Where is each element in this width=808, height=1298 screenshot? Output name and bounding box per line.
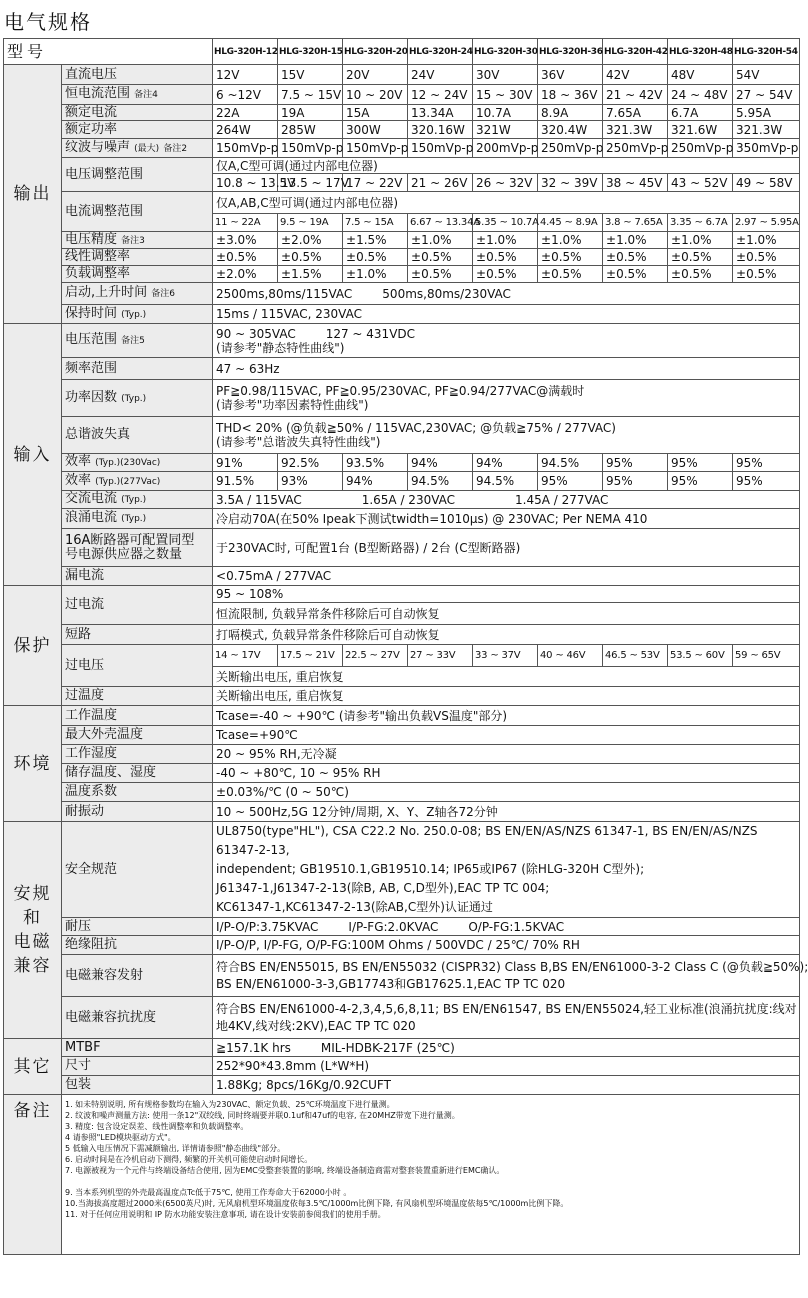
- spec-row: [4, 529, 800, 567]
- model-name: HLG-320H-30: [473, 39, 538, 65]
- spec-value: 12V: [213, 65, 278, 85]
- spec-value: 7.5 ~ 15V: [278, 85, 343, 105]
- spec-value: 8.9A: [538, 105, 603, 121]
- spec-value: 6.7A: [668, 105, 733, 121]
- spec-value: 321W: [473, 121, 538, 139]
- spec-value: ±0.5%: [733, 249, 800, 266]
- spec-value: 150mVp-p: [408, 139, 473, 158]
- spec-value: 93%: [278, 472, 343, 491]
- model-name: HLG-320H-48: [668, 39, 733, 65]
- spec-label: 过电压: [62, 645, 213, 687]
- spec-value: ±0.5%: [473, 266, 538, 283]
- spec-value: 24 ~ 48V: [668, 85, 733, 105]
- spec-label: 功率因数 (Typ.): [62, 380, 213, 417]
- spec-row: [4, 687, 800, 706]
- spec-value: 43 ~ 52V: [668, 174, 733, 192]
- spec-row: [4, 158, 800, 174]
- spec-label: 效率 (Typ.)(277Vac): [62, 472, 213, 491]
- spec-value: 6 ~12V: [213, 85, 278, 105]
- spec-value: 32 ~ 39V: [538, 174, 603, 192]
- spec-value: 20V: [343, 65, 408, 85]
- spec-label: 温度系数: [62, 783, 213, 802]
- spec-row: [4, 491, 800, 509]
- spec-value: 5.95A: [733, 105, 800, 121]
- spec-value: ±2.0%: [278, 232, 343, 249]
- spec-value: I/P-O/P:3.75KVAC I/P-FG:2.0KVAC O/P-FG:1.5KVAC: [213, 918, 800, 936]
- spec-value: 250mVp-p: [603, 139, 668, 158]
- spec-row: [4, 918, 800, 936]
- spec-label: 过电流: [62, 586, 213, 625]
- spec-value: 15A: [343, 105, 408, 121]
- spec-row: [4, 745, 800, 764]
- spec-label: 电磁兼容发射: [62, 955, 213, 997]
- spec-value: 321.6W: [668, 121, 733, 139]
- spec-label: 保持时间 (Typ.): [62, 305, 213, 324]
- spec-value: 24V: [408, 65, 473, 85]
- spec-value: 4.45 ~ 8.9A: [538, 214, 603, 232]
- section-label: 环境: [4, 706, 62, 822]
- page-title: 电气规格: [4, 10, 92, 34]
- spec-value: ±0.5%: [213, 249, 278, 266]
- spec-row: [4, 586, 800, 603]
- spec-value: ±2.0%: [213, 266, 278, 283]
- spec-value: ±1.5%: [343, 232, 408, 249]
- spec-value: 285W: [278, 121, 343, 139]
- spec-value: 15 ~ 30V: [473, 85, 538, 105]
- spec-value: 7.5 ~ 15A: [343, 214, 408, 232]
- spec-value: 22A: [213, 105, 278, 121]
- spec-table: [3, 38, 808, 1255]
- spec-row: [4, 1076, 800, 1095]
- spec-value: 22.5 ~ 27V: [343, 645, 408, 667]
- spec-label: 工作湿度: [62, 745, 213, 764]
- note-line: 1. 如未特别说明, 所有规格参数均在输入为230VAC、额定负载、25℃环境温度下进行量测。: [65, 1100, 395, 1109]
- model-name: HLG-320H-15: [278, 39, 343, 65]
- spec-value: 1.88Kg; 8pcs/16Kg/0.92CUFT: [213, 1076, 800, 1095]
- spec-label: 电磁兼容抗扰度: [62, 997, 213, 1039]
- spec-value: 打嗝模式, 负载异常条件移除后可自动恢复: [213, 625, 800, 645]
- note-line: 9. 当本系列机型的外壳最高温度点Tc低于75℃, 使用工作寿命大于62000小时 。: [65, 1188, 352, 1197]
- spec-value: 95%: [733, 454, 800, 472]
- spec-value: 仅A,AB,C型可调(通过内部电位器): [213, 192, 800, 214]
- section-label: 其它: [4, 1039, 62, 1095]
- spec-value: 321.3W: [603, 121, 668, 139]
- spec-row: [4, 283, 800, 305]
- spec-row: [4, 305, 800, 324]
- note-line: 11. 对于任何应用说明和 IP 防水功能安装注意事项, 请在设计安装前参阅我们的使用手册。: [65, 1210, 386, 1219]
- spec-value: 冷启动70A(在50% Ipeak下测试twidth=1010µs) @ 230VAC; Per NEMA 410: [213, 509, 800, 529]
- spec-value: 11 ~ 22A: [213, 214, 278, 232]
- spec-row: [4, 121, 800, 139]
- spec-label: 最大外壳温度: [62, 726, 213, 745]
- model-name: HLG-320H-54: [733, 39, 800, 65]
- spec-row: [4, 1057, 800, 1076]
- spec-value: 54V: [733, 65, 800, 85]
- spec-value: 93.5%: [343, 454, 408, 472]
- spec-value: UL8750(type"HL"), CSA C22.2 No. 250.0-08; BS EN/EN/AS/NZS 61347-1, BS EN/EN/AS/NZS 61347-2-13, independent; GB19510.1,GB19510.14; IP65或IP67 (除HLG-320H C型外); J61347-1,J61347-2-13(除B, AB, C,D型外),EAC TP TC 004; KC61347-1,KC61347-2-13(除AB,C型外)认证通过: [213, 822, 800, 918]
- spec-value: 94%: [473, 454, 538, 472]
- spec-value: 27 ~ 54V: [733, 85, 800, 105]
- spec-value: 10 ~ 20V: [343, 85, 408, 105]
- spec-value: 17 ~ 22V: [343, 174, 408, 192]
- model-name: HLG-320H-24: [408, 39, 473, 65]
- spec-value: 27 ~ 33V: [408, 645, 473, 667]
- spec-value: 9.5 ~ 19A: [278, 214, 343, 232]
- spec-value: 21 ~ 42V: [603, 85, 668, 105]
- spec-value: 48V: [668, 65, 733, 85]
- spec-value: ±0.5%: [343, 249, 408, 266]
- note-line: 2. 纹波和噪声测量方法: 使用一条12"双绞线, 同时终端要并联0.1uf和47uf的电容, 在20MHZ带宽下进行量测。: [65, 1111, 460, 1120]
- model-name: HLG-320H-42: [603, 39, 668, 65]
- spec-value: 21 ~ 26V: [408, 174, 473, 192]
- spec-label: 恒电流范围 备注4: [62, 85, 213, 105]
- spec-value: THD< 20% (@负载≧50% / 115VAC,230VAC; @负载≧75% / 277VAC) (请参考"总谐波失真特性曲线"): [213, 417, 800, 454]
- spec-row: [4, 85, 800, 105]
- note-line: 7. 电源被视为一个元件与终端设备结合使用, 因为EMC受整套装置的影响, 终端设备制造商需对整套装置重新进行EMC确认。: [65, 1166, 505, 1175]
- spec-row: [4, 324, 800, 358]
- spec-row: [4, 822, 800, 918]
- spec-label: 16A断路器可配置同型 号电源供应器之数量: [62, 529, 213, 567]
- spec-value: 5.35 ~ 10.7A: [473, 214, 538, 232]
- spec-value: 20 ~ 95% RH,无冷凝: [213, 745, 800, 764]
- model-name: HLG-320H-12: [213, 39, 278, 65]
- spec-value: 15ms / 115VAC, 230VAC: [213, 305, 800, 324]
- model-name: HLG-320H-36: [538, 39, 603, 65]
- spec-value: 150mVp-p: [278, 139, 343, 158]
- spec-value: 19A: [278, 105, 343, 121]
- spec-value: 3.5A / 115VAC 1.65A / 230VAC 1.45A / 277VAC: [213, 491, 800, 509]
- spec-value: 95%: [538, 472, 603, 491]
- spec-row: [4, 783, 800, 802]
- spec-value: 47 ~ 63Hz: [213, 358, 800, 380]
- spec-value: 36V: [538, 65, 603, 85]
- spec-value: PF≧0.98/115VAC, PF≧0.95/230VAC, PF≧0.94/277VAC@满载时 (请参考"功率因素特性曲线"): [213, 380, 800, 417]
- spec-value: 6.67 ~ 13.34A: [408, 214, 473, 232]
- spec-value: ±0.5%: [733, 266, 800, 283]
- spec-value: 90 ~ 305VAC 127 ~ 431VDC (请参考"静态特性曲线"): [213, 324, 800, 358]
- spec-value: 12 ~ 24V: [408, 85, 473, 105]
- spec-label: 短路: [62, 625, 213, 645]
- spec-value: 53.5 ~ 60V: [668, 645, 733, 667]
- spec-row: [4, 232, 800, 249]
- spec-value: 7.65A: [603, 105, 668, 121]
- spec-row: [4, 192, 800, 214]
- spec-label: 线性调整率: [62, 249, 213, 266]
- note-line: 5 低输入电压情况下需减额输出, 详情请参照"静态曲线"部分。: [65, 1144, 286, 1153]
- spec-value: 250mVp-p: [668, 139, 733, 158]
- spec-value: 94%: [408, 454, 473, 472]
- spec-value: 40 ~ 46V: [538, 645, 603, 667]
- spec-label: 储存温度、湿度: [62, 764, 213, 783]
- spec-value: 13.5 ~ 17V: [278, 174, 343, 192]
- spec-label: 过温度: [62, 687, 213, 706]
- spec-value: 3.8 ~ 7.65A: [603, 214, 668, 232]
- spec-value: 59 ~ 65V: [733, 645, 800, 667]
- spec-value: 95 ~ 108%: [213, 586, 800, 603]
- spec-label: 总谐波失真: [62, 417, 213, 454]
- spec-label: 电流调整范围: [62, 192, 213, 232]
- note-line: 3. 精度: 包含设定误差、线性调整率和负载调整率。: [65, 1122, 249, 1131]
- spec-value: ±0.5%: [473, 249, 538, 266]
- spec-value: ±1.0%: [538, 232, 603, 249]
- spec-value: 91.5%: [213, 472, 278, 491]
- spec-label: 电压范围 备注5: [62, 324, 213, 358]
- spec-row: [4, 726, 800, 745]
- spec-row: [4, 139, 800, 158]
- spec-value: 95%: [603, 472, 668, 491]
- spec-value: ±0.5%: [408, 266, 473, 283]
- spec-row: [4, 105, 800, 121]
- spec-value: 17.5 ~ 21V: [278, 645, 343, 667]
- spec-value: Tcase=+90℃: [213, 726, 800, 745]
- spec-value: 320.4W: [538, 121, 603, 139]
- spec-row: [4, 936, 800, 955]
- spec-value: 95%: [603, 454, 668, 472]
- spec-value: 200mVp-p: [473, 139, 538, 158]
- spec-value: 94%: [343, 472, 408, 491]
- spec-value: 250mVp-p: [538, 139, 603, 158]
- spec-value: 30V: [473, 65, 538, 85]
- spec-label: 绝缘阻抗: [62, 936, 213, 955]
- section-label: 输出: [4, 65, 62, 324]
- spec-value: ±0.5%: [538, 249, 603, 266]
- spec-value: ±1.0%: [408, 232, 473, 249]
- spec-value: 13.34A: [408, 105, 473, 121]
- spec-label: 包装: [62, 1076, 213, 1095]
- spec-label: 工作温度: [62, 706, 213, 726]
- spec-value: 300W: [343, 121, 408, 139]
- spec-value: ±0.5%: [603, 266, 668, 283]
- spec-row: [4, 249, 800, 266]
- spec-value: 2.97 ~ 5.95A: [733, 214, 800, 232]
- spec-value: 仅A,C型可调(通过内部电位器): [213, 158, 800, 174]
- spec-row: [4, 764, 800, 783]
- spec-value: <0.75mA / 277VAC: [213, 567, 800, 586]
- spec-value: ±0.5%: [408, 249, 473, 266]
- spec-value: ±1.5%: [278, 266, 343, 283]
- spec-value: ±1.0%: [473, 232, 538, 249]
- spec-row: [4, 266, 800, 283]
- spec-row: [4, 997, 800, 1039]
- note-line: 6. 启动时间是在冷机启动下测得, 频繁的开关机可能使启动时间增长。: [65, 1155, 313, 1164]
- spec-row: [4, 454, 800, 472]
- spec-value: 94.5%: [408, 472, 473, 491]
- section-label: 安规 和 电磁 兼容: [4, 822, 62, 1039]
- spec-row: [4, 802, 800, 822]
- spec-value: Tcase=-40 ~ +90℃ (请参考"输出负载VS温度"部分): [213, 706, 800, 726]
- spec-value: 320.16W: [408, 121, 473, 139]
- spec-value: 关断输出电压, 重启恢复: [213, 667, 800, 687]
- spec-value: 10 ~ 500Hz,5G 12分钟/周期, X、Y、Z轴各72分钟: [213, 802, 800, 822]
- spec-label: 纹波与噪声 (最大) 备注2: [62, 139, 213, 158]
- spec-value: 18 ~ 36V: [538, 85, 603, 105]
- spec-value: 38 ~ 45V: [603, 174, 668, 192]
- spec-value: ±0.5%: [603, 249, 668, 266]
- spec-value: 符合BS EN/EN61000-4-2,3,4,5,6,8,11; BS EN/EN61547, BS EN/EN55024,轻工业标准(浪涌抗扰度:线对 地4KV,线对线:2KV),EAC TP TC 020: [213, 997, 800, 1039]
- spec-value: 10.8 ~ 13.5V: [213, 174, 278, 192]
- spec-value: 26 ~ 32V: [473, 174, 538, 192]
- spec-value: 95%: [733, 472, 800, 491]
- model-row: [4, 39, 800, 65]
- spec-value: 15V: [278, 65, 343, 85]
- spec-row: [4, 625, 800, 645]
- spec-label: 效率 (Typ.)(230Vac): [62, 454, 213, 472]
- section-label: 输入: [4, 324, 62, 586]
- spec-value: 321.3W: [733, 121, 800, 139]
- spec-value: ±0.5%: [668, 249, 733, 266]
- spec-value: 46.5 ~ 53V: [603, 645, 668, 667]
- note-line: [65, 1176, 796, 1187]
- spec-value: 91%: [213, 454, 278, 472]
- spec-value: ±0.5%: [538, 266, 603, 283]
- notes-block: [62, 1095, 800, 1255]
- spec-row: [4, 472, 800, 491]
- spec-row: [4, 1095, 800, 1255]
- model-name: HLG-320H-20: [343, 39, 408, 65]
- spec-row: [4, 567, 800, 586]
- spec-value: -40 ~ +80℃, 10 ~ 95% RH: [213, 764, 800, 783]
- spec-value: 252*90*43.8mm (L*W*H): [213, 1057, 800, 1076]
- spec-row: [4, 65, 800, 85]
- spec-value: 2500ms,80ms/115VAC 500ms,80ms/230VAC: [213, 283, 800, 305]
- spec-value: 92.5%: [278, 454, 343, 472]
- spec-value: 符合BS EN/EN55015, BS EN/EN55032 (CISPR32) Class B,BS EN/EN61000-3-2 Class C (@负载≧50%); BS EN/EN61000-3-3,GB17743和GB17625.1,EAC TP TC 020: [213, 955, 800, 997]
- spec-value: ±0.5%: [278, 249, 343, 266]
- spec-value: 于230VAC时, 可配置1台 (B型断路器) / 2台 (C型断路器): [213, 529, 800, 567]
- spec-label: 电压精度 备注3: [62, 232, 213, 249]
- spec-label: 耐压: [62, 918, 213, 936]
- spec-value: I/P-O/P, I/P-FG, O/P-FG:100M Ohms / 500VDC / 25℃/ 70% RH: [213, 936, 800, 955]
- spec-row: [4, 380, 800, 417]
- spec-value: ±1.0%: [343, 266, 408, 283]
- spec-value: 150mVp-p: [343, 139, 408, 158]
- spec-value: 42V: [603, 65, 668, 85]
- spec-value: 关断输出电压, 重启恢复: [213, 687, 800, 706]
- spec-label: 额定电流: [62, 105, 213, 121]
- spec-value: 264W: [213, 121, 278, 139]
- spec-value: ±0.03%/℃ (0 ~ 50℃): [213, 783, 800, 802]
- spec-value: 49 ~ 58V: [733, 174, 800, 192]
- spec-value: ≧157.1K hrs MIL-HDBK-217F (25℃): [213, 1039, 800, 1057]
- spec-label: 频率范围: [62, 358, 213, 380]
- spec-value: 150mVp-p: [213, 139, 278, 158]
- spec-label: 耐振动: [62, 802, 213, 822]
- note-line: 4 请参照"LED模块驱动方式"。: [65, 1133, 176, 1142]
- spec-value: 恒流限制, 负载异常条件移除后可自动恢复: [213, 603, 800, 625]
- section-label: 备注: [4, 1095, 62, 1255]
- spec-row: [4, 645, 800, 667]
- spec-label: 启动,上升时间 备注6: [62, 283, 213, 305]
- section-label: 保护: [4, 586, 62, 706]
- spec-label: 负载调整率: [62, 266, 213, 283]
- spec-row: [4, 1039, 800, 1057]
- spec-value: 3.35 ~ 6.7A: [668, 214, 733, 232]
- spec-value: ±3.0%: [213, 232, 278, 249]
- spec-row: [4, 358, 800, 380]
- spec-label: 电压调整范围: [62, 158, 213, 192]
- spec-label: 浪涌电流 (Typ.): [62, 509, 213, 529]
- spec-label: 交流电流 (Typ.): [62, 491, 213, 509]
- spec-value: ±1.0%: [668, 232, 733, 249]
- spec-label: 安全规范: [62, 822, 213, 918]
- spec-label: MTBF: [62, 1039, 213, 1057]
- spec-value: 14 ~ 17V: [213, 645, 278, 667]
- spec-row: [4, 417, 800, 454]
- spec-value: 95%: [668, 454, 733, 472]
- spec-label: 额定功率: [62, 121, 213, 139]
- spec-value: ±1.0%: [603, 232, 668, 249]
- spec-row: [4, 509, 800, 529]
- spec-label: 尺寸: [62, 1057, 213, 1076]
- spec-label: 漏电流: [62, 567, 213, 586]
- spec-row: [4, 955, 800, 997]
- spec-value: 94.5%: [473, 472, 538, 491]
- spec-value: 33 ~ 37V: [473, 645, 538, 667]
- spec-value: 94.5%: [538, 454, 603, 472]
- spec-row: [4, 706, 800, 726]
- spec-value: ±1.0%: [733, 232, 800, 249]
- model-label: 型号: [4, 39, 213, 65]
- spec-value: 10.7A: [473, 105, 538, 121]
- spec-label: 直流电压: [62, 65, 213, 85]
- spec-value: 350mVp-p: [733, 139, 800, 158]
- spec-value: 95%: [668, 472, 733, 491]
- spec-value: ±0.5%: [668, 266, 733, 283]
- note-line: 10.当海拔高度超过2000米(6500英尺)时, 无风扇机型环境温度依每3.5℃/1000m比例下降, 有风扇机型环境温度依每5℃/1000m比例下降。: [65, 1199, 569, 1208]
